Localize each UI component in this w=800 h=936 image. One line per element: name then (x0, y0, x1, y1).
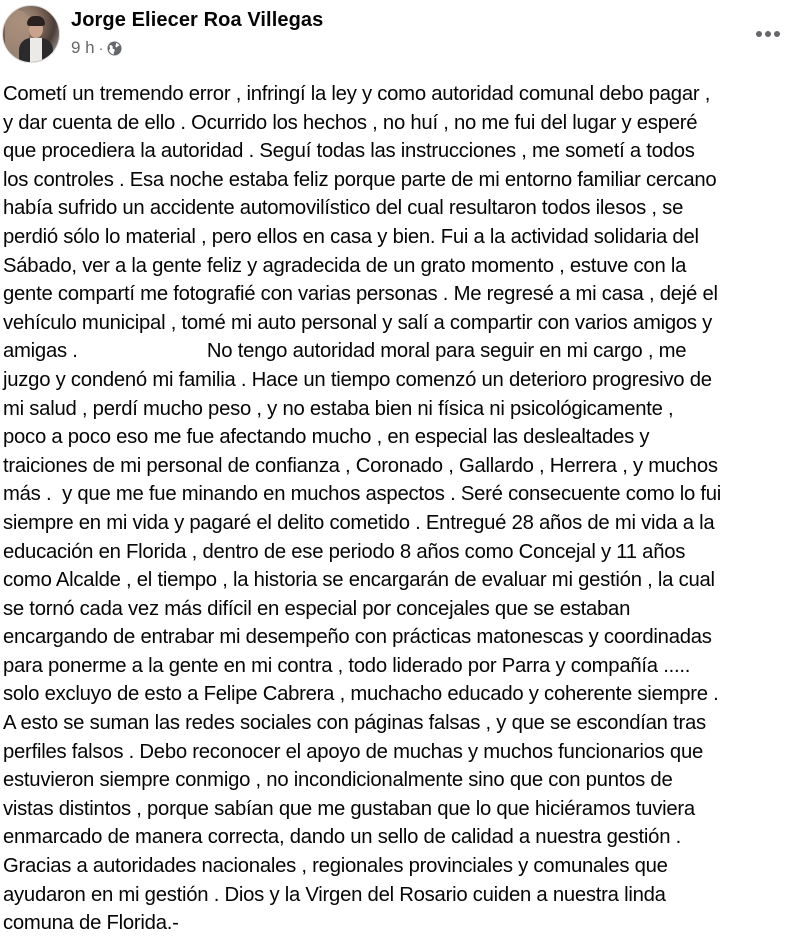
post-text-line: A esto se suman las redes sociales con páginas falsas , y que se escondían tras (3, 712, 706, 735)
post-text-line: comuna de Florida.- (3, 912, 179, 935)
post-text-line: como Alcalde , el tiempo , la historia se encargarán de evaluar mi gestión , la cual (3, 569, 715, 592)
post-text-line: vistas distintos , porque sabían que me gustaban que lo que hiciéramos tuviera (3, 797, 695, 820)
post-text-line: perdió sólo lo material , pero ellos en casa y bien. Fui a la actividad solidaria del (3, 225, 699, 248)
post-text-line: amigas . No tengo autoridad moral para seguir en mi cargo , me (3, 340, 687, 363)
post-text (3, 80, 798, 936)
post-text-line: ayudaron en mi gestión . Dios y la Virgen del Rosario cuiden a nuestra linda (3, 883, 666, 906)
post-text-line: solo excluyo de esto a Felipe Cabrera , muchacho educado y coherente siempre . (3, 683, 719, 706)
post-text-line: Cometí un tremendo error , infringí la ley y como autoridad comunal debo pagar , (3, 83, 711, 105)
more-dot-2 (765, 31, 771, 37)
post-text-line: gente compartí me fotografié con varias personas . Me regresé a mi casa , dejé el (3, 283, 718, 306)
post-text-line: Sábado, ver a la gente feliz y agradecida de un grato momento , estuve con la (3, 254, 687, 277)
post-text-line: traiciones de mi personal de confianza , Coronado , Gallardo , Herrera , y muchos (3, 454, 718, 477)
post-meta (71, 38, 122, 58)
post-text-line: que procediera la autoridad . Seguí todas las instrucciones , me sometí a todos (3, 140, 695, 163)
meta-separator: · (98, 40, 104, 56)
author-avatar[interactable] (2, 5, 60, 63)
more-dot-1 (756, 31, 762, 37)
post-text-line: poco a poco eso me fue afectando mucho , en especial las deslealtades y (3, 426, 650, 449)
post-text-line: para ponerme a la gente en mi contra , todo liderado por Parra y compañía ..... (3, 654, 691, 677)
post-text-line: juzgo y condenó mi familia . Hace un tiempo comenzó un deterioro progresivo de (3, 368, 712, 391)
post-text-line: más . y que me fue minando en muchos aspectos . Seré consecuente como lo fui (3, 483, 722, 506)
post-text-line: los controles . Esa noche estaba feliz porque parte de mi entorno familiar cercano (3, 168, 717, 191)
post-text-line: siempre en mi vida y pagaré el delito cometido . Entregué 28 años de mi vida a la (3, 511, 715, 534)
post-timestamp[interactable]: 9 h (71, 38, 95, 57)
post-text-line: vehículo municipal , tomé mi auto personal y salí a compartir con varios amigos y (3, 311, 713, 334)
post-text-line: educación en Florida , dentro de ese periodo 8 años como Concejal y 11 años (3, 540, 686, 563)
avatar-photo-shirt (30, 38, 42, 63)
post-text-line: encargando de entrabar mi desempeño con prácticas matonescas y coordinadas (3, 626, 712, 649)
post-text-line: había sufrido un accidente automovilístico del cual resultaron todos ilesos , se (3, 197, 684, 220)
author-name-link[interactable]: Jorge Eliecer Roa Villegas (71, 9, 324, 31)
post-text-line: estuvieron siempre conmigo , no incondicionalmente sino que con puntos de (3, 769, 673, 792)
post-header (0, 0, 800, 70)
post-text-line: mi salud , perdí mucho peso , y no estaba bien ni física ni psicológicamente , (3, 397, 674, 420)
more-dot-3 (774, 31, 780, 37)
more-options-icon[interactable] (748, 22, 788, 46)
post-text-line: se tornó cada vez más difícil en especial por concejales que se estaban (3, 597, 631, 620)
post-text-line: enmarcado de manera correcta, dando un sello de calidad a nuestra gestión . (3, 826, 682, 849)
avatar-photo-hair (27, 16, 45, 26)
globe-icon[interactable] (107, 41, 122, 56)
post-text-line: perfiles falsos . Debo reconocer el apoyo de muchas y muchos funcionarios que (3, 740, 704, 763)
post-text-line: Gracias a autoridades nacionales , regionales provinciales y comunales que (3, 855, 668, 878)
post-text-line: y dar cuenta de ello . Ocurrido los hechos , no huí , no me fui del lugar y esperé (3, 111, 698, 134)
